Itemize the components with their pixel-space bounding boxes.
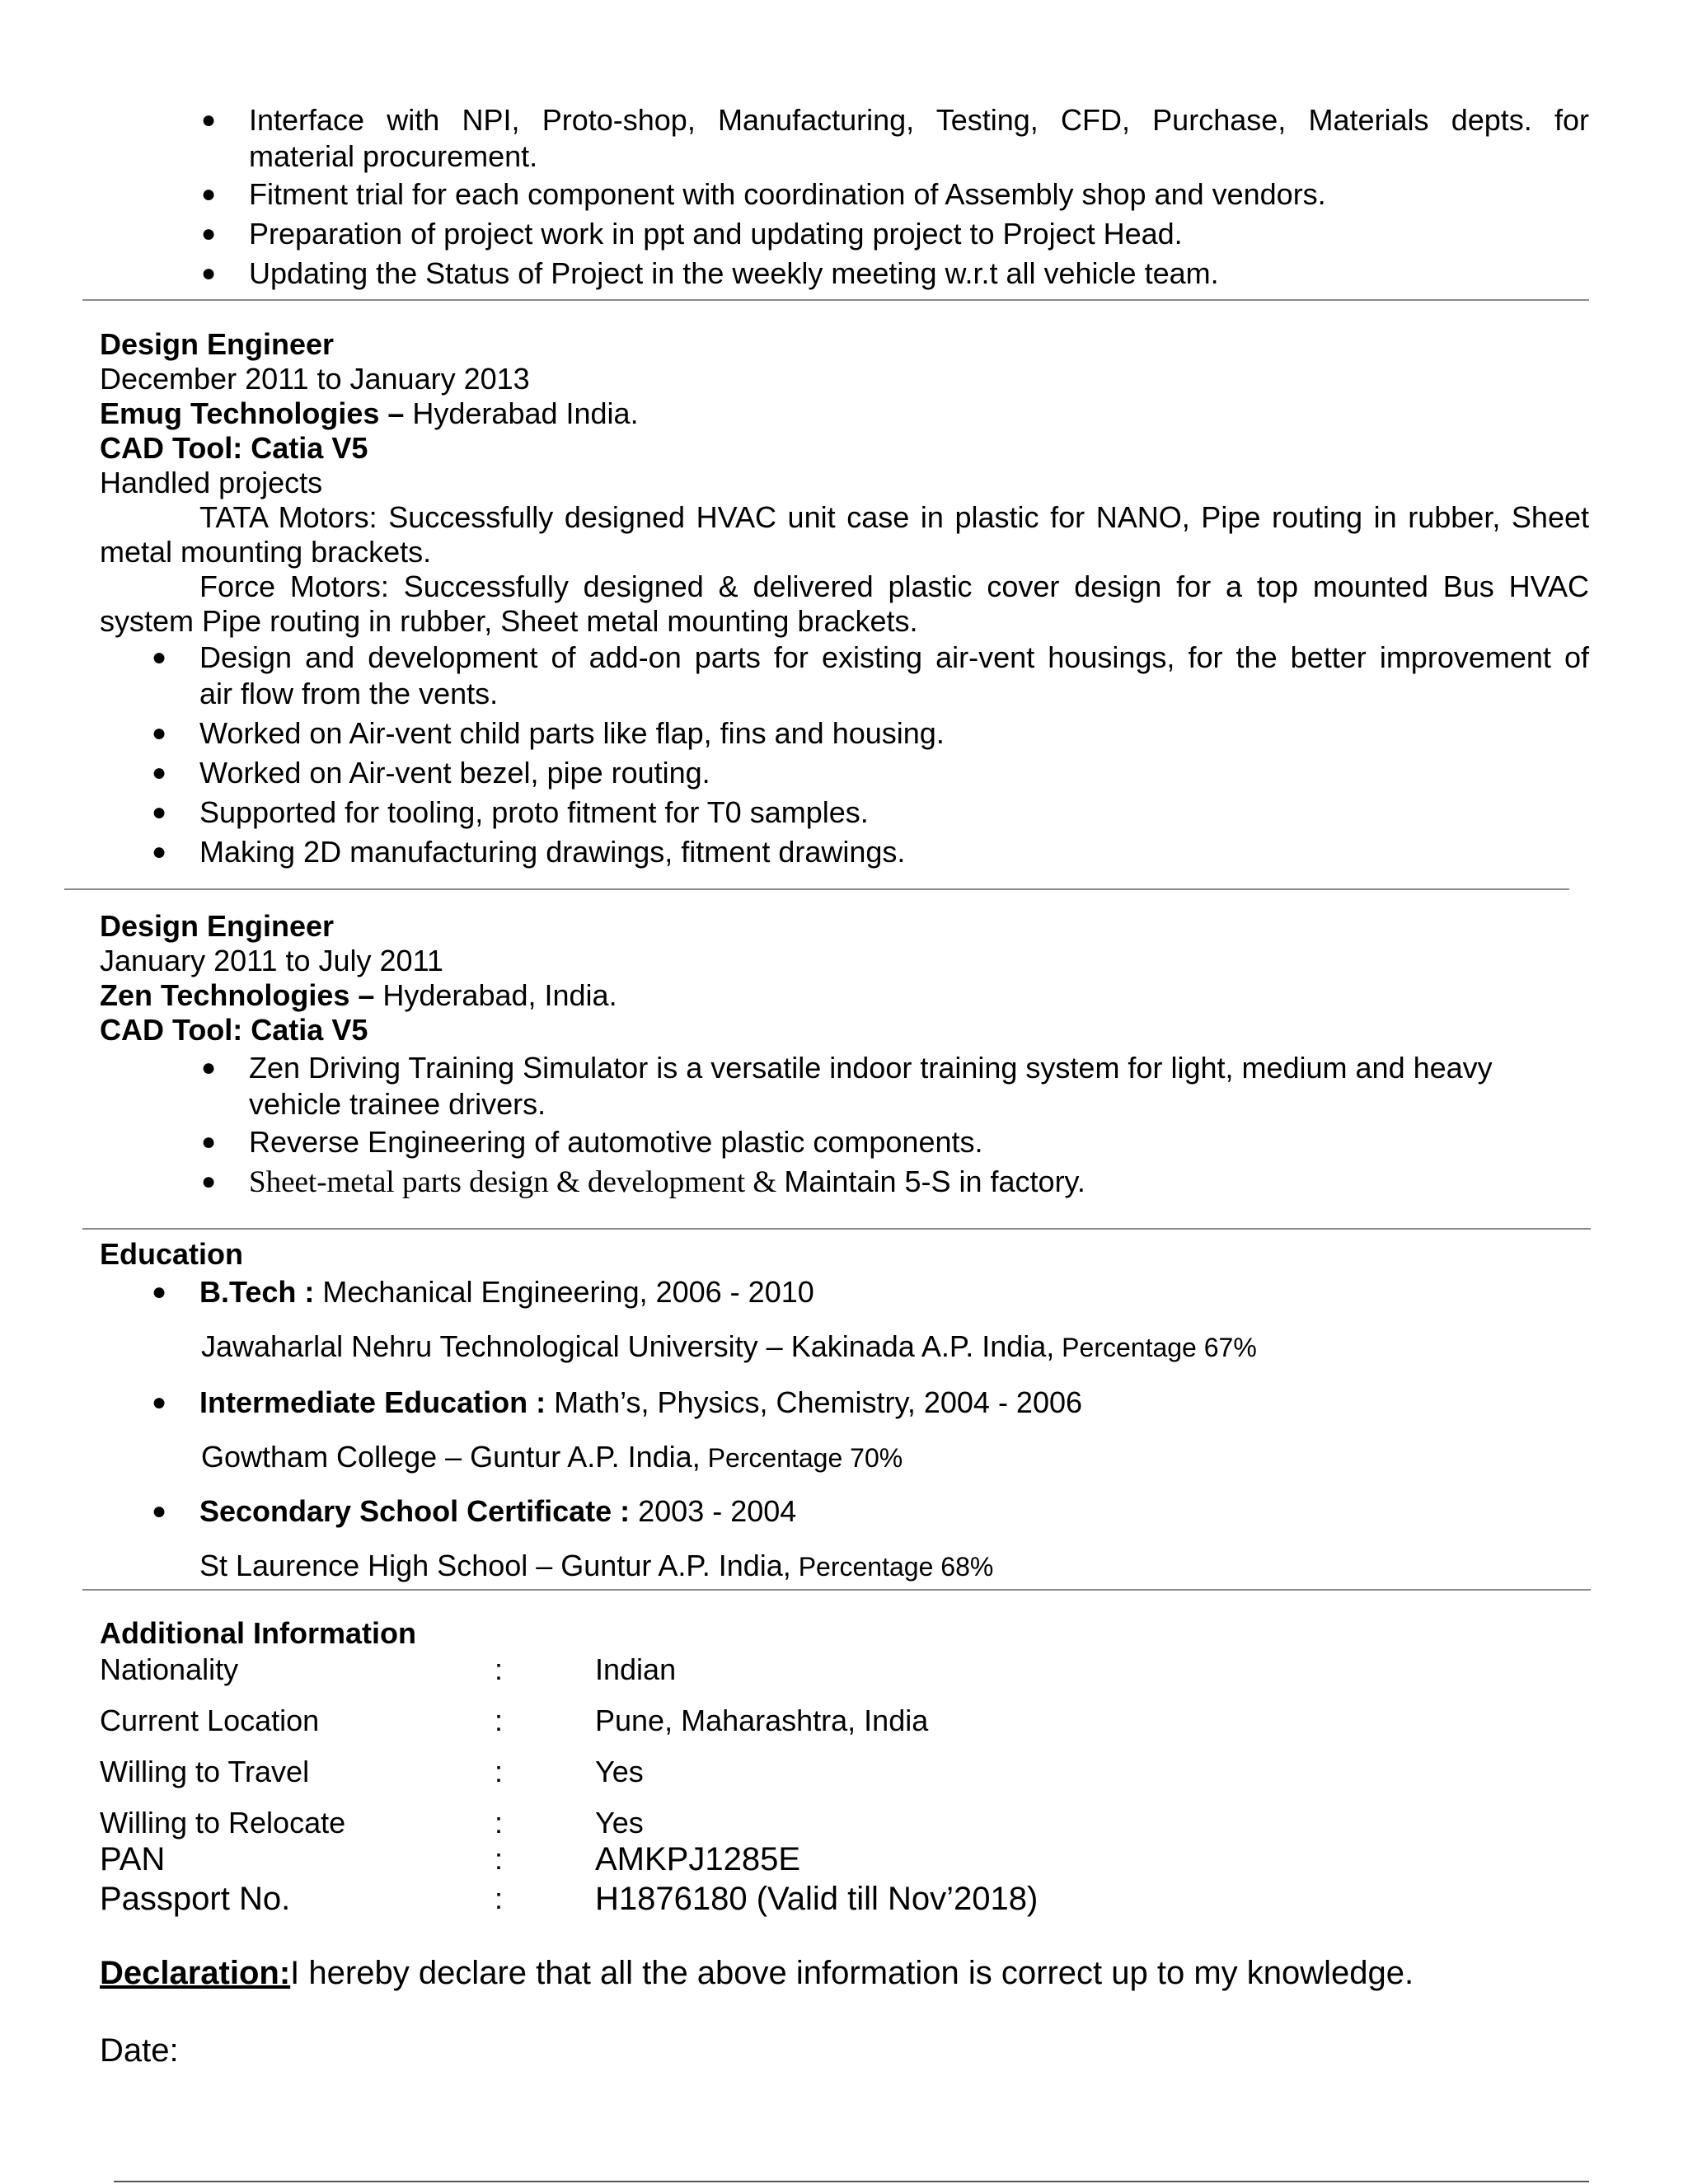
bullet-marker: ● (152, 799, 167, 826)
declaration (100, 1955, 1414, 1991)
list-item: Worked on Air-vent bezel, pipe routing. (199, 756, 710, 790)
list-item: Updating the Status of Project in the weekly meeting w.r.t all vehicle team. (249, 256, 1219, 290)
project-paragraph: Force Motors: Successfully designed & delivered plastic cover design for a top mounted Bus HVAC (199, 569, 1589, 603)
info-colon: : (495, 1842, 504, 1876)
list-item: Preparation of project work in ppt and updating project to Project Head. (249, 217, 1183, 251)
degree-detail: Math’s, Physics, Chemistry, 2004 - 2006 (546, 1385, 1083, 1419)
declaration-text: I hereby declare that all the above information is correct up to my knowledge. (290, 1955, 1414, 1991)
degree-detail: Mechanical Engineering, 2006 - 2010 (314, 1275, 814, 1309)
percentage: Percentage 70% (700, 1443, 903, 1473)
education-degree (199, 1274, 814, 1310)
education-institution (201, 1329, 1257, 1366)
section-divider (64, 888, 1569, 890)
info-value-pan: AMKPJ1285E (595, 1841, 801, 1877)
info-label-passport: Passport No. (100, 1881, 291, 1917)
list-item: Reverse Engineering of automotive plastic components. (249, 1125, 983, 1159)
list-item: Interface with NPI, Proto-shop, Manufacturing, Testing, CFD, Purchase, Materials depts. for (249, 103, 1589, 137)
education-institution (201, 1439, 903, 1476)
handled-projects-label: Handled projects (100, 466, 323, 499)
section-divider (82, 299, 1589, 301)
section-heading: Additional Information (100, 1616, 416, 1650)
list-item-continuation: air flow from the vents. (199, 677, 499, 710)
institution-name: Gowtham College – Guntur A.P. India, (201, 1440, 701, 1474)
degree-name: Secondary School Certificate : (199, 1494, 631, 1528)
info-label-pan: PAN (100, 1841, 166, 1877)
list-item-continuation: vehicle trainee drivers. (249, 1087, 546, 1121)
section-divider (82, 1228, 1591, 1230)
institution-name: Jawaharlal Nehru Technological University – Kakinada A.P. India, (201, 1329, 1055, 1363)
bullet-marker: ● (201, 106, 217, 134)
info-colon: : (495, 1704, 504, 1737)
degree-name: Intermediate Education : (199, 1385, 546, 1419)
company-line (100, 396, 639, 432)
info-value-relocate: Yes (595, 1806, 644, 1840)
info-value-travel: Yes (595, 1755, 644, 1788)
declaration-label: Declaration: (100, 1955, 291, 1991)
company-line (100, 977, 617, 1014)
bullet-marker: ● (201, 260, 217, 287)
bullet-marker: ● (152, 719, 167, 747)
info-label-nationality: Nationality (100, 1652, 239, 1686)
job-dates: January 2011 to July 2011 (100, 944, 443, 977)
list-item-continuation: material procurement. (249, 139, 538, 173)
project-paragraph: TATA Motors: Successfully designed HVAC unit case in plastic for NANO, Pipe routing in rubber, Sheet (199, 500, 1589, 534)
project-paragraph-continuation: system Pipe routing in rubber, Sheet metal mounting brackets. (100, 604, 918, 638)
company-name: Emug Technologies – (100, 396, 405, 430)
list-item-serif-text: Sheet-metal parts design & development & (249, 1165, 785, 1199)
bullet-marker: ● (152, 1497, 167, 1525)
bullet-marker: ● (152, 644, 167, 671)
company-name: Zen Technologies – (100, 978, 375, 1012)
info-label-travel: Willing to Travel (100, 1755, 310, 1788)
percentage: Percentage 68% (790, 1552, 994, 1582)
institution-name: St Laurence High School – Guntur A.P. India, (199, 1549, 791, 1582)
bullet-marker: ● (152, 1389, 167, 1416)
bullet-marker: ● (201, 1128, 217, 1155)
bullet-marker: ● (152, 1278, 167, 1305)
job-title: Design Engineer (100, 327, 335, 361)
section-divider (82, 1589, 1591, 1591)
bullet-marker: ● (201, 1168, 217, 1195)
info-label-relocate: Willing to Relocate (100, 1806, 346, 1840)
job-dates: December 2011 to January 2013 (100, 362, 530, 396)
section-heading: Education (100, 1237, 244, 1271)
list-item: Making 2D manufacturing drawings, fitment drawings. (199, 835, 906, 869)
list-item (249, 1164, 1085, 1201)
education-institution (199, 1548, 993, 1585)
cad-tool: CAD Tool: Catia V5 (100, 431, 368, 465)
bullet-marker: ● (201, 180, 217, 208)
bullet-marker: ● (152, 838, 167, 865)
footer-divider (114, 2181, 1589, 2182)
list-item: Supported for tooling, proto fitment for T0 samples. (199, 795, 869, 829)
project-paragraph-continuation: metal mounting brackets. (100, 535, 432, 569)
info-label-location: Current Location (100, 1704, 320, 1737)
info-colon: : (495, 1652, 504, 1686)
bullet-marker: ● (152, 759, 167, 786)
info-colon: : (495, 1806, 504, 1840)
list-item-text: Maintain 5-S in factory. (784, 1165, 1085, 1198)
info-colon: : (495, 1755, 504, 1788)
cad-tool: CAD Tool: Catia V5 (100, 1013, 368, 1047)
degree-name: B.Tech : (199, 1275, 315, 1309)
list-item: Fitment trial for each component with coordination of Assembly shop and vendors. (249, 177, 1326, 211)
education-degree (199, 1385, 1082, 1421)
info-value-nationality: Indian (595, 1652, 677, 1686)
company-location: Hyderabad India. (404, 396, 639, 430)
list-item: Design and development of add-on parts for existing air-vent housings, for the better improvement of (199, 640, 1589, 674)
info-value-location: Pune, Maharashtra, India (595, 1704, 929, 1737)
list-item: Worked on Air-vent child parts like flap, fins and housing. (199, 716, 945, 750)
education-degree (199, 1493, 796, 1530)
company-location: Hyderabad, India. (374, 978, 617, 1012)
job-title: Design Engineer (100, 909, 335, 943)
bullet-marker: ● (201, 1054, 217, 1081)
bullet-marker: ● (201, 220, 217, 247)
degree-detail: 2003 - 2004 (630, 1494, 797, 1528)
list-item: Zen Driving Training Simulator is a versatile indoor training system for light, medium and heavy (249, 1051, 1493, 1085)
percentage: Percentage 67% (1054, 1333, 1257, 1362)
date-label: Date: (100, 2032, 179, 2069)
info-colon: : (495, 1882, 504, 1915)
info-value-passport: H1876180 (Valid till Nov’2018) (595, 1881, 1039, 1917)
